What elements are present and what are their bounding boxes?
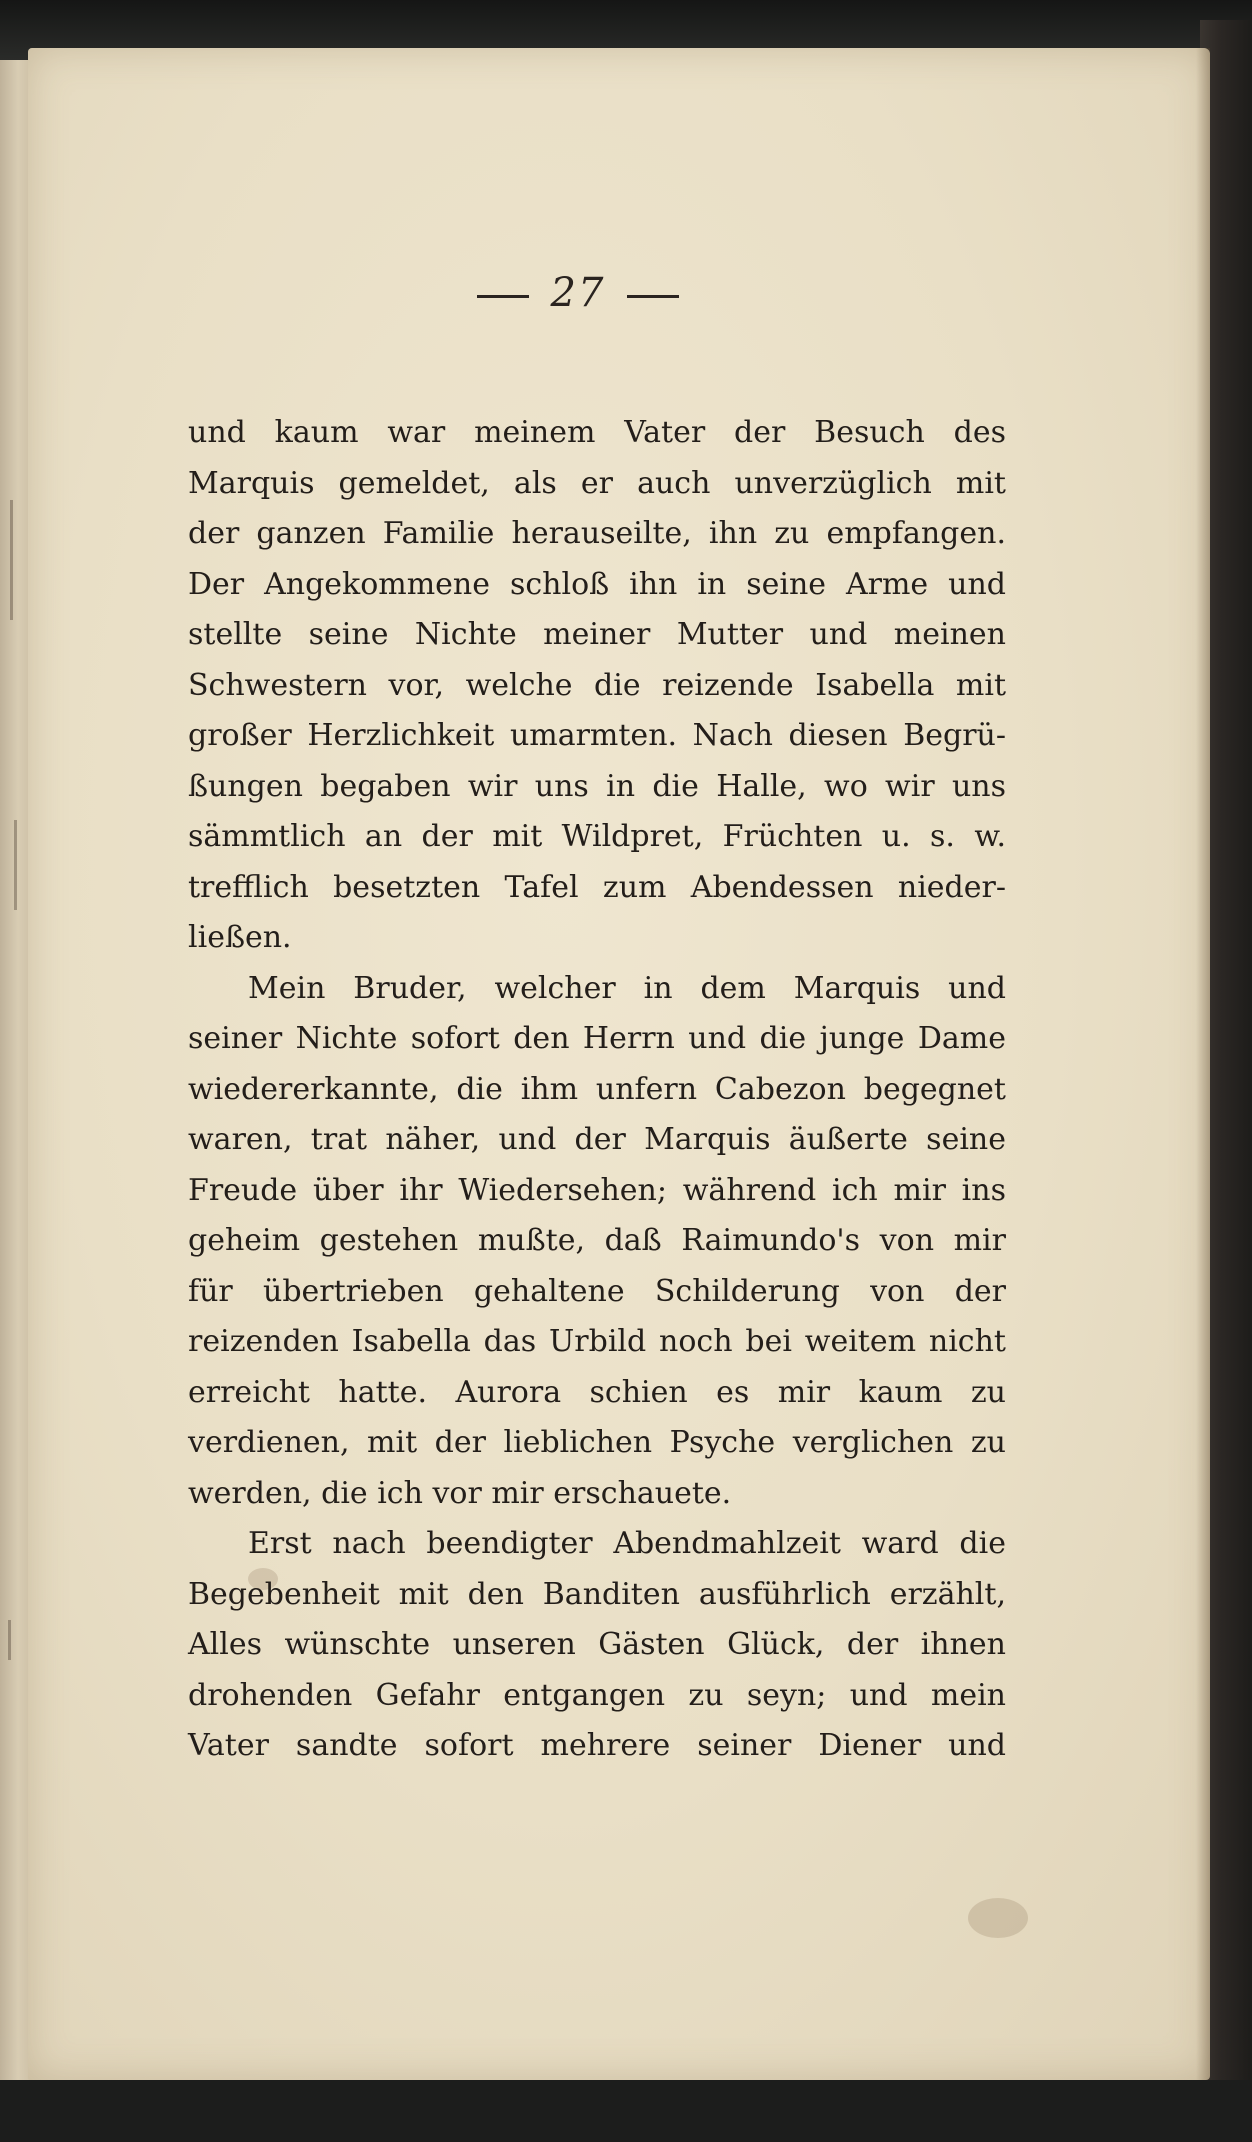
text-line: für übertrieben gehaltene Schilderung von der xyxy=(188,1273,1006,1309)
page-number xyxy=(418,270,738,316)
text-line: waren, trat näher, und der Marquis äußerte seine xyxy=(188,1122,1006,1157)
text-line: werden, die ich vor mir erschauete. xyxy=(188,1475,732,1511)
text-line: ließen. xyxy=(188,920,292,955)
text-line: sämmtlich an der mit Wildpret, Früchten u. s. w. xyxy=(188,819,1006,854)
page-edge-shadow xyxy=(1196,48,1210,2080)
text-line: wiedererkannte, die ihm unfern Cabezon begegnet xyxy=(188,1071,1006,1107)
gutter-mark xyxy=(10,500,13,620)
paragraph-2 xyxy=(188,964,1006,1520)
gutter-mark xyxy=(8,1620,11,1660)
paragraph-3 xyxy=(188,1519,1006,1772)
paper-stain xyxy=(968,1898,1028,1938)
text-line: trefflich besetzten Tafel zum Abendessen nieder- xyxy=(188,869,1006,905)
page-number-text: 27 xyxy=(550,270,606,316)
text-line: Alles wünschte unseren Gästen Glück, der ihnen xyxy=(188,1627,1006,1662)
binding-gutter xyxy=(0,60,30,2080)
text-line: und kaum war meinem Vater der Besuch des xyxy=(188,415,1006,450)
text-line: der ganzen Familie herauseilte, ihn zu empfangen. xyxy=(188,516,1006,551)
page-number-dash-right xyxy=(627,295,679,298)
text-line: Der Angekommene schloß ihn in seine Arme und xyxy=(188,566,1006,602)
text-line: seiner Nichte sofort den Herrn und die junge Dame xyxy=(188,1021,1006,1056)
text-line: erreicht hatte. Aurora schien es mir kaum zu xyxy=(188,1374,1006,1410)
text-line: Begebenheit mit den Banditen ausführlich erzählt, xyxy=(188,1576,1006,1612)
paper-page xyxy=(28,48,1210,2080)
paragraph-1 xyxy=(188,408,1006,964)
gutter-mark xyxy=(14,820,17,910)
text-line: Erst nach beendigter Abendmahlzeit ward die xyxy=(248,1526,1006,1561)
text-line: Schwestern vor, welche die reizende Isabella mit xyxy=(188,667,1006,703)
page-number-dash-left xyxy=(477,295,529,298)
text-line: reizenden Isabella das Urbild noch bei weitem nicht xyxy=(188,1324,1006,1359)
text-line: großer Herzlichkeit umarmten. Nach diesen Begrü- xyxy=(188,718,1006,753)
text-line: geheim gestehen mußte, daß Raimundo's von mir xyxy=(188,1223,1006,1258)
text-line: ßungen begaben wir uns in die Halle, wo wir uns xyxy=(188,768,1006,804)
text-line: drohenden Gefahr entgangen zu seyn; und mein xyxy=(188,1677,1006,1713)
text-line: Marquis gemeldet, als er auch unverzüglich mit xyxy=(188,465,1006,501)
text-line: Freude über ihr Wiedersehen; während ich mir ins xyxy=(188,1172,1006,1208)
text-line: verdienen, mit der lieblichen Psyche verglichen zu xyxy=(188,1425,1006,1460)
text-line: stellte seine Nichte meiner Mutter und meinen xyxy=(188,617,1006,652)
text-line: Vater sandte sofort mehrere seiner Diener und xyxy=(188,1728,1006,1763)
text-line: Mein Bruder, welcher in dem Marquis und xyxy=(248,970,1006,1006)
body-text xyxy=(188,408,1006,1772)
